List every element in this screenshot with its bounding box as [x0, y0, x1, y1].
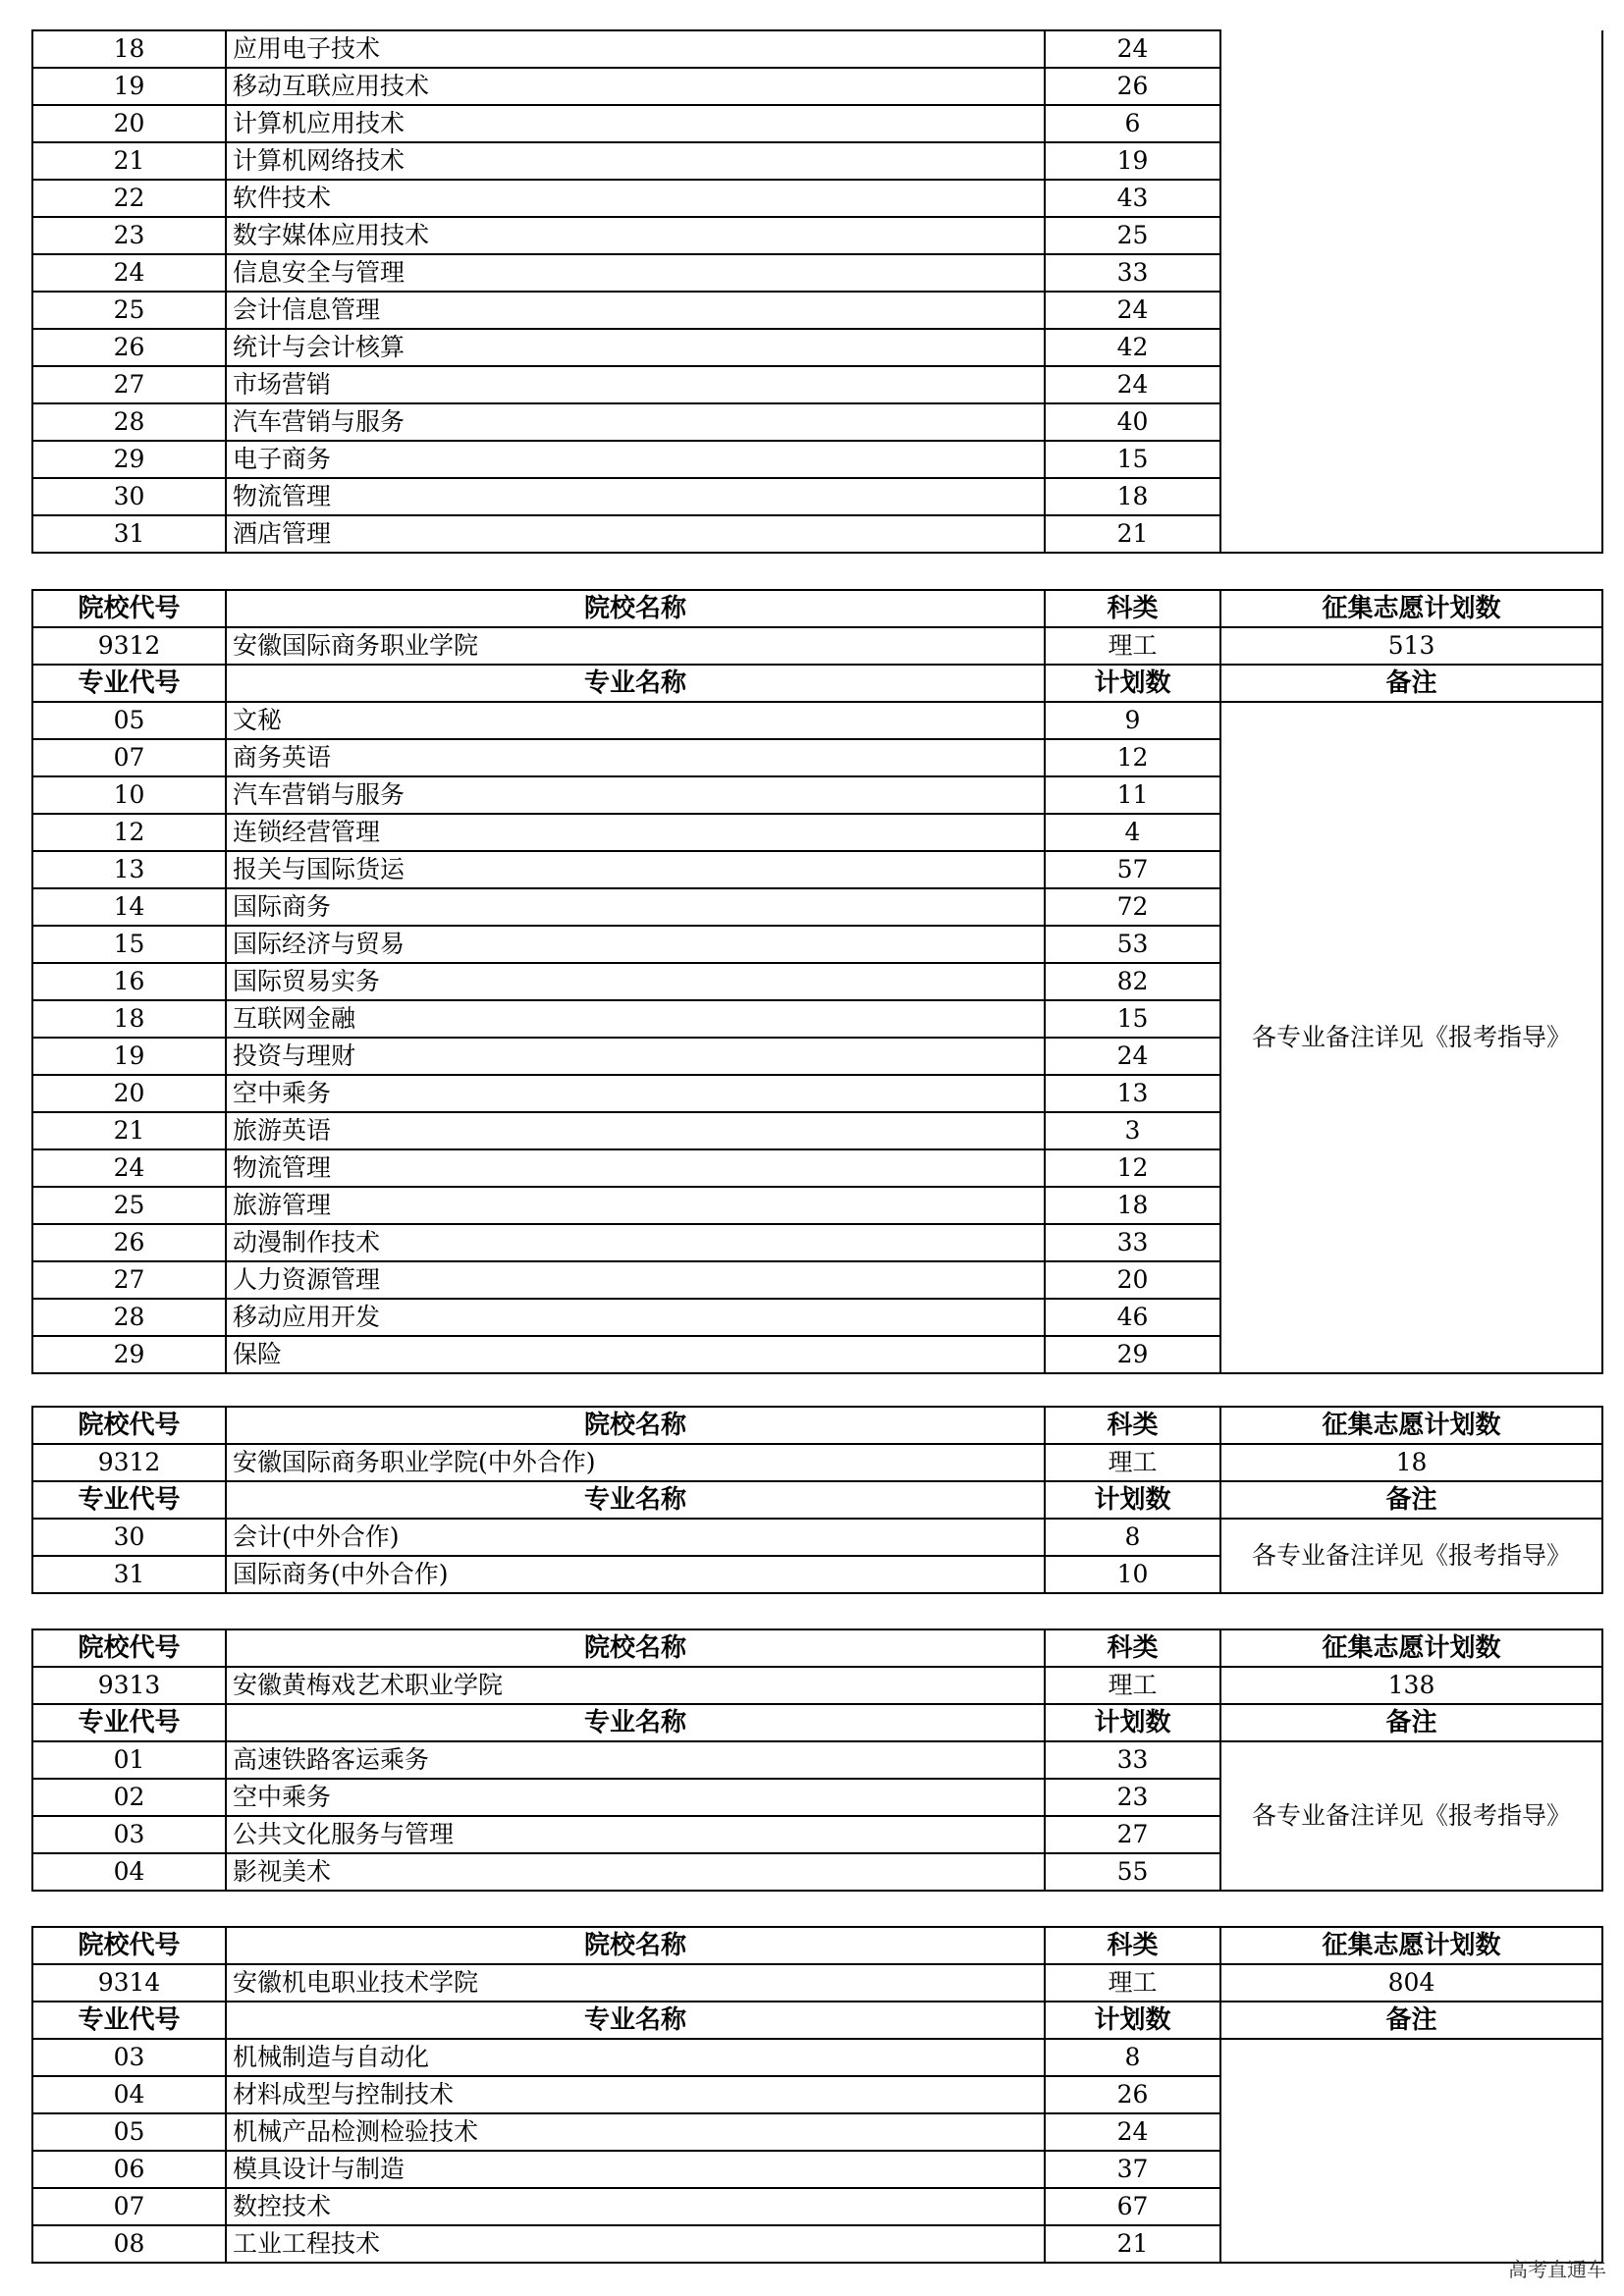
major-code: 21	[32, 1112, 226, 1149]
major-code: 24	[32, 1149, 226, 1187]
major-name: 动漫制作技术	[226, 1224, 1045, 1261]
major-name: 国际商务(中外合作)	[226, 1556, 1045, 1593]
plan-count: 57	[1045, 851, 1220, 888]
school-name-header: 院校名称	[226, 1927, 1045, 1964]
major-name: 移动互联应用技术	[226, 68, 1045, 105]
remark-cell: 各专业备注详见《报考指导》	[1220, 1519, 1602, 1593]
plan-count: 24	[1045, 30, 1220, 68]
remarks-header: 备注	[1220, 1704, 1602, 1741]
remarks-header: 备注	[1220, 2002, 1602, 2039]
category: 理工	[1045, 1667, 1220, 1704]
school-name-header: 院校名称	[226, 590, 1045, 627]
major-name: 市场营销	[226, 366, 1045, 403]
major-name: 国际经济与贸易	[226, 926, 1045, 963]
table-row	[32, 1741, 1602, 1779]
remarks-header: 备注	[1220, 665, 1602, 702]
major-name: 保险	[226, 1336, 1045, 1373]
plan-count: 24	[1045, 366, 1220, 403]
table-row	[32, 2039, 1602, 2076]
plan-count: 24	[1045, 292, 1220, 329]
plan-count-header: 计划数	[1045, 1481, 1220, 1519]
school-name: 安徽机电职业技术学院	[226, 1964, 1045, 2002]
continuation-table	[31, 29, 1603, 554]
major-name: 工业工程技术	[226, 2225, 1045, 2263]
major-name: 旅游管理	[226, 1187, 1045, 1224]
major-code: 22	[32, 180, 226, 217]
category-header: 科类	[1045, 1407, 1220, 1444]
major-name: 机械制造与自动化	[226, 2039, 1045, 2076]
plan-total-header: 征集志愿计划数	[1220, 1407, 1602, 1444]
major-code: 25	[32, 292, 226, 329]
plan-count: 46	[1045, 1299, 1220, 1336]
major-name: 国际贸易实务	[226, 963, 1045, 1000]
plan-total: 18	[1220, 1444, 1602, 1481]
major-name: 材料成型与控制技术	[226, 2076, 1045, 2113]
major-code-header: 专业代号	[32, 1704, 226, 1741]
category-header: 科类	[1045, 1629, 1220, 1667]
plan-count: 26	[1045, 2076, 1220, 2113]
plan-count: 9	[1045, 702, 1220, 739]
major-name: 会计信息管理	[226, 292, 1045, 329]
plan-count: 6	[1045, 105, 1220, 142]
plan-count: 3	[1045, 1112, 1220, 1149]
major-name: 国际商务	[226, 888, 1045, 926]
school-code: 9313	[32, 1667, 226, 1704]
major-code: 29	[32, 1336, 226, 1373]
plan-count: 12	[1045, 739, 1220, 776]
major-header-row	[32, 1704, 1602, 1741]
major-name: 互联网金融	[226, 1000, 1045, 1038]
plan-total-header: 征集志愿计划数	[1220, 590, 1602, 627]
plan-count: 23	[1045, 1779, 1220, 1816]
major-name: 人力资源管理	[226, 1261, 1045, 1299]
major-name: 高速铁路客运乘务	[226, 1741, 1045, 1779]
major-code: 30	[32, 1519, 226, 1556]
major-header-row	[32, 1481, 1602, 1519]
plan-count: 20	[1045, 1261, 1220, 1299]
major-code: 02	[32, 1779, 226, 1816]
major-code: 12	[32, 814, 226, 851]
plan-count: 82	[1045, 963, 1220, 1000]
plan-count: 11	[1045, 776, 1220, 814]
plan-count-header: 计划数	[1045, 665, 1220, 702]
category: 理工	[1045, 1964, 1220, 2002]
major-name: 商务英语	[226, 739, 1045, 776]
plan-count: 25	[1045, 217, 1220, 254]
major-code: 18	[32, 30, 226, 68]
major-code: 10	[32, 776, 226, 814]
plan-count: 15	[1045, 1000, 1220, 1038]
school-info-row	[32, 1444, 1602, 1481]
category: 理工	[1045, 1444, 1220, 1481]
major-code: 31	[32, 515, 226, 553]
major-code: 04	[32, 1853, 226, 1891]
school-info-row	[32, 1667, 1602, 1704]
major-name: 会计(中外合作)	[226, 1519, 1045, 1556]
major-code: 27	[32, 366, 226, 403]
school-name-header: 院校名称	[226, 1407, 1045, 1444]
major-name: 旅游英语	[226, 1112, 1045, 1149]
major-code: 30	[32, 478, 226, 515]
school-code: 9312	[32, 627, 226, 665]
major-code: 18	[32, 1000, 226, 1038]
plan-total-header: 征集志愿计划数	[1220, 1927, 1602, 1964]
major-name: 文秘	[226, 702, 1045, 739]
major-code: 27	[32, 1261, 226, 1299]
major-name: 报关与国际货运	[226, 851, 1045, 888]
category-header: 科类	[1045, 590, 1220, 627]
plan-count: 19	[1045, 142, 1220, 180]
major-name: 空中乘务	[226, 1075, 1045, 1112]
major-name: 物流管理	[226, 478, 1045, 515]
table-row	[32, 702, 1602, 739]
plan-count: 43	[1045, 180, 1220, 217]
major-code: 07	[32, 2188, 226, 2225]
major-code: 29	[32, 441, 226, 478]
school-block-table	[31, 1926, 1603, 2264]
major-code: 06	[32, 2151, 226, 2188]
major-name: 连锁经营管理	[226, 814, 1045, 851]
major-name-header: 专业名称	[226, 665, 1045, 702]
school-block-table	[31, 1406, 1603, 1594]
remark-cell	[1220, 2039, 1602, 2263]
school-header-row	[32, 1407, 1602, 1444]
major-code: 05	[32, 2113, 226, 2151]
plan-count: 21	[1045, 2225, 1220, 2263]
category-header: 科类	[1045, 1927, 1220, 1964]
major-name: 数字媒体应用技术	[226, 217, 1045, 254]
plan-count: 53	[1045, 926, 1220, 963]
plan-count: 10	[1045, 1556, 1220, 1593]
plan-count: 18	[1045, 478, 1220, 515]
remark-cell: 各专业备注详见《报考指导》	[1220, 1741, 1602, 1891]
major-code: 16	[32, 963, 226, 1000]
major-name-header: 专业名称	[226, 2002, 1045, 2039]
major-code: 01	[32, 1741, 226, 1779]
plan-count: 24	[1045, 2113, 1220, 2151]
table-row	[32, 1519, 1602, 1556]
plan-count: 37	[1045, 2151, 1220, 2188]
plan-count: 18	[1045, 1187, 1220, 1224]
plan-count: 26	[1045, 68, 1220, 105]
major-name: 汽车营销与服务	[226, 776, 1045, 814]
plan-count-header: 计划数	[1045, 1704, 1220, 1741]
plan-total: 138	[1220, 1667, 1602, 1704]
school-block-table	[31, 589, 1603, 1374]
major-name: 统计与会计核算	[226, 329, 1045, 366]
school-code-header: 院校代号	[32, 1629, 226, 1667]
plan-count: 12	[1045, 1149, 1220, 1187]
major-name: 数控技术	[226, 2188, 1045, 2225]
major-code: 15	[32, 926, 226, 963]
major-code: 05	[32, 702, 226, 739]
plan-count: 33	[1045, 254, 1220, 292]
plan-count: 40	[1045, 403, 1220, 441]
major-code: 04	[32, 2076, 226, 2113]
plan-count: 13	[1045, 1075, 1220, 1112]
major-code: 26	[32, 1224, 226, 1261]
plan-count: 8	[1045, 1519, 1220, 1556]
plan-count-header: 计划数	[1045, 2002, 1220, 2039]
plan-count: 4	[1045, 814, 1220, 851]
major-code-header: 专业代号	[32, 665, 226, 702]
major-code: 19	[32, 1038, 226, 1075]
major-code: 19	[32, 68, 226, 105]
school-code-header: 院校代号	[32, 1407, 226, 1444]
plan-count: 67	[1045, 2188, 1220, 2225]
major-code: 03	[32, 2039, 226, 2076]
major-name: 软件技术	[226, 180, 1045, 217]
plan-total: 804	[1220, 1964, 1602, 2002]
school-info-row	[32, 1964, 1602, 2002]
plan-count: 21	[1045, 515, 1220, 553]
plan-count: 33	[1045, 1741, 1220, 1779]
major-name: 投资与理财	[226, 1038, 1045, 1075]
plan-count: 33	[1045, 1224, 1220, 1261]
remark-cell: 各专业备注详见《报考指导》	[1220, 702, 1602, 1373]
major-name: 酒店管理	[226, 515, 1045, 553]
plan-count: 24	[1045, 1038, 1220, 1075]
school-block-table	[31, 1629, 1603, 1892]
school-header-row	[32, 590, 1602, 627]
remarks-header: 备注	[1220, 1481, 1602, 1519]
major-code: 13	[32, 851, 226, 888]
school-code: 9312	[32, 1444, 226, 1481]
school-header-row	[32, 1927, 1602, 1964]
school-code: 9314	[32, 1964, 226, 2002]
major-code: 20	[32, 105, 226, 142]
major-code: 26	[32, 329, 226, 366]
major-name: 影视美术	[226, 1853, 1045, 1891]
major-name: 公共文化服务与管理	[226, 1816, 1045, 1853]
major-code-header: 专业代号	[32, 1481, 226, 1519]
major-code: 31	[32, 1556, 226, 1593]
school-code-header: 院校代号	[32, 1927, 226, 1964]
plan-count: 8	[1045, 2039, 1220, 2076]
major-code: 03	[32, 1816, 226, 1853]
school-info-row	[32, 627, 1602, 665]
major-code: 21	[32, 142, 226, 180]
major-code: 28	[32, 403, 226, 441]
category: 理工	[1045, 627, 1220, 665]
major-name: 机械产品检测检验技术	[226, 2113, 1045, 2151]
major-header-row	[32, 665, 1602, 702]
major-name: 空中乘务	[226, 1779, 1045, 1816]
major-code: 14	[32, 888, 226, 926]
plan-count: 72	[1045, 888, 1220, 926]
major-code: 25	[32, 1187, 226, 1224]
major-code: 08	[32, 2225, 226, 2263]
major-code: 23	[32, 217, 226, 254]
remark-cell	[1220, 30, 1602, 553]
watermark-text: 高考直通车	[1508, 2258, 1606, 2281]
major-name-header: 专业名称	[226, 1704, 1045, 1741]
major-code: 20	[32, 1075, 226, 1112]
major-code: 28	[32, 1299, 226, 1336]
school-header-row	[32, 1629, 1602, 1667]
plan-count: 42	[1045, 329, 1220, 366]
major-name: 汽车营销与服务	[226, 403, 1045, 441]
major-name-header: 专业名称	[226, 1481, 1045, 1519]
major-name: 物流管理	[226, 1149, 1045, 1187]
school-name: 安徽国际商务职业学院	[226, 627, 1045, 665]
major-name: 模具设计与制造	[226, 2151, 1045, 2188]
table-row	[32, 30, 1602, 68]
major-code-header: 专业代号	[32, 2002, 226, 2039]
major-name: 计算机网络技术	[226, 142, 1045, 180]
plan-count: 27	[1045, 1816, 1220, 1853]
school-name-header: 院校名称	[226, 1629, 1045, 1667]
major-name: 信息安全与管理	[226, 254, 1045, 292]
major-name: 计算机应用技术	[226, 105, 1045, 142]
major-name: 应用电子技术	[226, 30, 1045, 68]
school-code-header: 院校代号	[32, 590, 226, 627]
school-name: 安徽黄梅戏艺术职业学院	[226, 1667, 1045, 1704]
major-header-row	[32, 2002, 1602, 2039]
major-code: 07	[32, 739, 226, 776]
major-code: 24	[32, 254, 226, 292]
major-name: 电子商务	[226, 441, 1045, 478]
plan-total-header: 征集志愿计划数	[1220, 1629, 1602, 1667]
plan-total: 513	[1220, 627, 1602, 665]
plan-count: 29	[1045, 1336, 1220, 1373]
major-name: 移动应用开发	[226, 1299, 1045, 1336]
plan-count: 55	[1045, 1853, 1220, 1891]
school-name: 安徽国际商务职业学院(中外合作)	[226, 1444, 1045, 1481]
plan-count: 15	[1045, 441, 1220, 478]
